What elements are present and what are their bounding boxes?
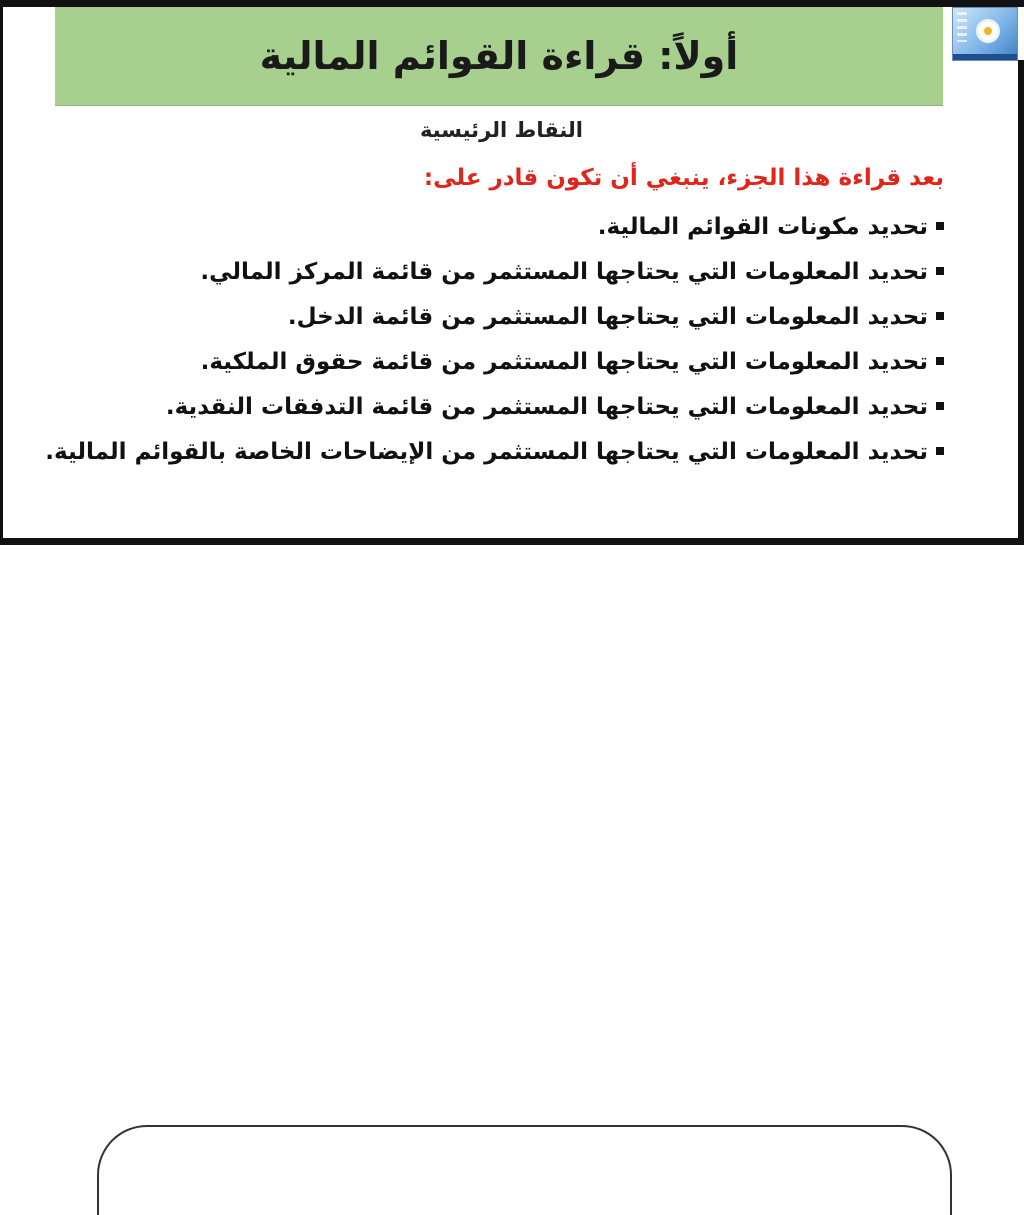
next-slide-area: [0, 545, 1024, 621]
list-item-text: تحديد مكونات القوائم المالية.: [597, 214, 928, 240]
square-bullet-icon: [936, 447, 944, 455]
desktop-thumbnail[interactable]: [952, 7, 1018, 61]
list-item: [64, 207, 944, 252]
slide-title: أولاً: قراءة القوائم المالية: [259, 34, 739, 78]
list-item: [64, 252, 944, 297]
list-item: [64, 342, 944, 387]
list-item: [45, 432, 944, 477]
bullet-list: [45, 207, 944, 477]
window-right-border: [1018, 60, 1024, 540]
slide-divider: [0, 538, 1024, 545]
list-item-text: تحديد المعلومات التي يحتاجها المستثمر من الإيضاحات الخاصة بالقوائم المالية.: [45, 439, 928, 465]
square-bullet-icon: [936, 267, 944, 275]
square-bullet-icon: [936, 222, 944, 230]
intro-statement: بعد قراءة هذا الجزء، ينبغي أن تكون قادر على:: [423, 165, 944, 191]
next-slide-rounded-box: [97, 1125, 952, 1215]
list-item-text: تحديد المعلومات التي يحتاجها المستثمر من قائمة التدفقات النقدية.: [165, 394, 928, 420]
list-item-text: تحديد المعلومات التي يحتاجها المستثمر من قائمة الدخل.: [287, 304, 928, 330]
desktop-icons: [957, 12, 967, 42]
taskbar: [953, 54, 1017, 60]
flower-icon: [979, 22, 997, 40]
list-item-text: تحديد المعلومات التي يحتاجها المستثمر من قائمة المركز المالي.: [200, 259, 928, 285]
list-item-text: تحديد المعلومات التي يحتاجها المستثمر من قائمة حقوق الملكية.: [200, 349, 928, 375]
slide-subtitle: النقاط الرئيسية: [419, 118, 583, 142]
square-bullet-icon: [936, 357, 944, 365]
slide-title-banner: [55, 7, 943, 106]
window-top-bar: [0, 0, 1024, 7]
square-bullet-icon: [936, 402, 944, 410]
square-bullet-icon: [936, 312, 944, 320]
list-item: [64, 387, 944, 432]
list-item: [64, 297, 944, 342]
